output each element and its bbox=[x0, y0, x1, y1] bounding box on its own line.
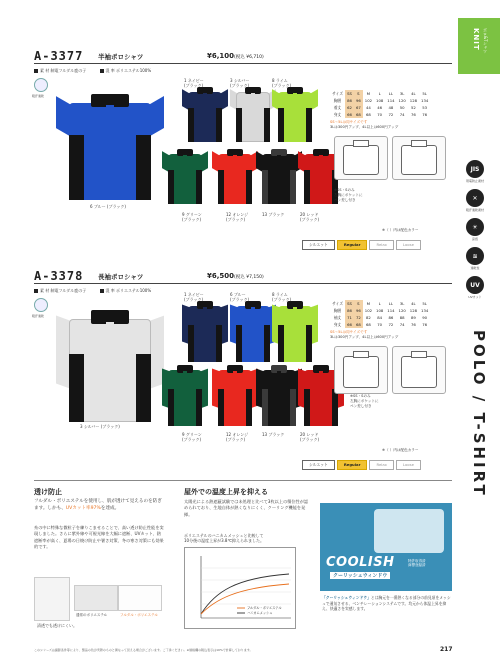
color-variant-shirt[interactable] bbox=[212, 148, 258, 204]
shirt-side-l bbox=[262, 170, 268, 204]
shirt-side-r bbox=[246, 389, 252, 426]
graph-legend-2: ハニカムメッシュ bbox=[247, 611, 273, 615]
shirt-placket bbox=[233, 155, 237, 164]
shirt-side-l bbox=[218, 170, 224, 204]
size-header-cell: 4L bbox=[411, 301, 416, 306]
spec-material: 素 材 制電フルダル鹿の子 bbox=[40, 68, 87, 73]
color-variant-shirt[interactable] bbox=[256, 364, 302, 426]
category-tab-subtitle: ポロ&Tシャツ bbox=[483, 28, 488, 54]
color-variant-shirt[interactable] bbox=[162, 148, 208, 204]
size-cell: 86 bbox=[347, 98, 352, 103]
shirt-side-l bbox=[304, 389, 310, 426]
disclaimer: このシリーズは撮影条件等により、製品の色が実際のものと異なって見える場合がございます。ご了承ください。※価格欄の税込表示は10%で計算しております。 bbox=[34, 648, 253, 652]
size-header-cell: LL bbox=[388, 91, 394, 96]
shirt-placket bbox=[203, 93, 207, 102]
size-cell: 108 bbox=[376, 98, 384, 103]
silhouette-loose-option[interactable]: Loose bbox=[396, 240, 421, 250]
size-cell: 128 bbox=[409, 308, 418, 313]
shirt-placket bbox=[106, 322, 115, 340]
swatch-normal bbox=[74, 585, 118, 611]
shirt-side-l bbox=[188, 108, 194, 142]
size-table bbox=[330, 300, 430, 328]
swatch-fulldull-label: フルダル・ポリエステル bbox=[120, 613, 158, 617]
size-header-cell: 5L bbox=[422, 301, 427, 306]
size-header-cell: 4L bbox=[411, 91, 416, 96]
feature-1-text bbox=[34, 498, 164, 512]
price-tax: (税込 ¥7,150) bbox=[234, 275, 264, 280]
shirt-side-r bbox=[136, 354, 151, 422]
shirt-side-r bbox=[196, 389, 202, 426]
color-variant-shirt[interactable] bbox=[272, 86, 318, 142]
shirt-side-r bbox=[246, 170, 252, 204]
size-header-cell: S bbox=[354, 300, 363, 307]
silhouette-relax-option[interactable]: Relax bbox=[369, 460, 393, 470]
model-number: A-3377 bbox=[34, 49, 84, 63]
size-cell: 72 bbox=[388, 112, 394, 117]
shirt-side-r bbox=[216, 108, 222, 142]
size-note-text: 3Lは300円アップ、4L以上は600円アップ bbox=[330, 125, 399, 129]
swatch-image bbox=[34, 577, 70, 621]
color-variant-shirt[interactable] bbox=[230, 86, 276, 142]
size-cell: 76 bbox=[410, 322, 416, 327]
size-cell: 114 bbox=[387, 98, 395, 103]
size-cell: 90 bbox=[422, 315, 428, 320]
shirt-placket bbox=[233, 371, 237, 381]
product-a3377 bbox=[34, 48, 452, 256]
color-variant-label: 12 オレンジ (ブラック) bbox=[226, 212, 249, 222]
shirt-placket bbox=[277, 371, 281, 381]
size-note-title: SS〜5Lは同サイズです bbox=[330, 120, 368, 124]
shirt-placket bbox=[183, 155, 187, 164]
size-note-title: SS〜5Lは同サイズです bbox=[330, 330, 368, 334]
main-color-label: 3 シルバー (ブラック) bbox=[80, 424, 120, 429]
temperature-graph-svg bbox=[185, 548, 297, 630]
bullet-square-icon bbox=[34, 69, 38, 73]
color-variant-shirt[interactable] bbox=[230, 300, 276, 362]
size-table bbox=[330, 90, 430, 118]
main-color-label: 6 ブルー (ブラック) bbox=[90, 204, 126, 209]
size-header-cell: L bbox=[378, 301, 381, 306]
graph-legend-1: フルダル・ポリエステル bbox=[247, 606, 282, 610]
feature-1-text-a: フルダル・ポリエステルを使用し、肌が透けて見える bbox=[34, 499, 144, 504]
feature-section bbox=[34, 480, 452, 640]
shirt-placket bbox=[203, 307, 207, 317]
feature-icons bbox=[462, 160, 488, 305]
feature-2-text: 太陽光による熱遮蔽試験では未処理と比べて3枚以上の積位性が認められており、生地自体が熱くなりにくく、クーリング機能を発揮。 bbox=[184, 499, 309, 517]
product-header bbox=[34, 268, 452, 284]
size-cell: 66 bbox=[347, 322, 352, 327]
size-cell: 着丈 bbox=[333, 104, 342, 110]
shirt-placket bbox=[319, 371, 323, 381]
size-header-cell: L bbox=[378, 91, 381, 96]
size-cell: 120 bbox=[398, 98, 406, 103]
silhouette-regular-option[interactable]: Regular bbox=[337, 240, 368, 250]
size-cell: 74 bbox=[399, 112, 405, 117]
shirt-side-l bbox=[262, 389, 268, 426]
feature-1-highlight: UVカット率97% bbox=[65, 506, 101, 511]
color-variant-label: 9 グリーン (ブラック) bbox=[182, 212, 202, 222]
size-cell: 96 bbox=[355, 308, 361, 313]
shirt-side-l bbox=[304, 170, 310, 204]
size-header-cell: 3L bbox=[399, 91, 405, 96]
size-cell: 89 bbox=[410, 315, 416, 320]
color-variant-label: 8 ライム (ブラック) bbox=[272, 78, 292, 88]
shirt-side-l bbox=[236, 108, 242, 142]
size-header-cell: SS bbox=[345, 90, 354, 97]
silhouette-loose-option[interactable]: Loose bbox=[396, 460, 421, 470]
shirt-side-l bbox=[236, 325, 242, 362]
tech-drawing-front bbox=[334, 136, 388, 180]
tech-drawing-back bbox=[392, 136, 446, 180]
shirt-side-r bbox=[290, 389, 296, 426]
pocket-note: ※SS・Sのみ 左胸にポケットに ペン差し付き bbox=[350, 394, 379, 408]
shirt-placket bbox=[293, 307, 297, 317]
shirt-side-l bbox=[168, 389, 174, 426]
size-cell: 52 bbox=[410, 105, 416, 110]
bullet-square-icon bbox=[100, 289, 104, 293]
coolish-registered: 特許取得済 商標登録済 bbox=[408, 559, 426, 567]
fabric-label: 吸汗速乾 bbox=[32, 314, 45, 318]
size-cell: 70 bbox=[377, 112, 383, 117]
feature-1-text-2: 糸の中に特殊な微粒子を練りこませることで、高い透け防止性能を実現しました。さらに紫外線や可視光線を大幅に遮断、UVカット、熱遮断率が高く、夏場の日焼け防止や暑さ対策、冬の寒さ対策にも効果的です。 bbox=[34, 525, 164, 550]
color-variant-label: 6 ブルー (ブラック) bbox=[230, 292, 250, 302]
size-cell: 62 bbox=[347, 105, 352, 110]
size-cell: 82 bbox=[365, 315, 371, 320]
temperature-graph bbox=[184, 547, 296, 629]
size-header-cell: SS bbox=[345, 300, 354, 307]
size-cell: 96 bbox=[355, 98, 361, 103]
size-cell: 67 bbox=[355, 105, 361, 110]
size-header-cell: 5L bbox=[422, 91, 427, 96]
color-variant-label: 3 シルバー (ブラック) bbox=[230, 78, 250, 88]
spec-line bbox=[34, 68, 163, 74]
size-cell: 身丈 bbox=[333, 111, 342, 117]
color-variant-label: 12 オレンジ (ブラック) bbox=[226, 432, 249, 442]
coolish-closeup-image bbox=[374, 509, 444, 553]
size-cell: 袖丈 bbox=[333, 314, 342, 320]
spec-composition: 混 率 ポリエステル100% bbox=[105, 68, 152, 73]
silhouette-label: シルエット bbox=[302, 460, 335, 470]
color-variant-label: 1 ネイビー (ブラック) bbox=[184, 292, 204, 302]
uv-block-icon: ✕ bbox=[466, 189, 484, 207]
coolish-caption-highlight: 「クーリッシュウィンドウ」 bbox=[322, 595, 371, 600]
size-cell: 86 bbox=[347, 308, 352, 313]
tech-drawing-front bbox=[334, 346, 388, 394]
size-cell: 70 bbox=[377, 322, 383, 327]
size-cell: 71 bbox=[347, 315, 352, 320]
feature-1-title: 透け防止 bbox=[34, 488, 62, 496]
main-shirt-image[interactable] bbox=[56, 92, 164, 200]
graph-title: ポリエステルのハニカムメッシュと比較して 10分後の温度上昇が3.8℃抑えられました。 bbox=[184, 533, 264, 543]
size-header-cell: サイズ bbox=[332, 90, 344, 96]
silhouette-selector bbox=[302, 460, 421, 470]
color-variant-shirt[interactable] bbox=[162, 364, 208, 426]
side-icon-label: 帯電防止素材 bbox=[465, 179, 484, 183]
tech-drawing-back bbox=[392, 346, 446, 394]
fabric-badge-icon bbox=[34, 78, 48, 92]
shirt-side-l bbox=[69, 135, 84, 200]
color-variant-shirt[interactable] bbox=[256, 148, 302, 204]
product-name: 半袖ポロシャツ bbox=[98, 53, 144, 61]
swatch-normal-label: 通常のポリエステル bbox=[76, 613, 108, 617]
size-cell: 76 bbox=[422, 322, 428, 327]
shirt-placket bbox=[251, 93, 255, 102]
coolish-banner bbox=[320, 503, 452, 591]
size-cell: 50 bbox=[399, 105, 405, 110]
page-number: 217 bbox=[440, 646, 453, 653]
fabric-badge-icon bbox=[34, 298, 48, 312]
size-cell: 68 bbox=[365, 322, 371, 327]
shirt-side-l bbox=[188, 325, 194, 362]
color-variant-shirt[interactable] bbox=[182, 86, 228, 142]
shirt-side-r bbox=[136, 135, 151, 200]
size-cell: 72 bbox=[355, 315, 361, 320]
silhouette-relax-option[interactable]: Relax bbox=[369, 240, 393, 250]
category-tab-title: KNIT bbox=[472, 28, 480, 51]
category-tab[interactable] bbox=[458, 18, 500, 74]
product-a3378 bbox=[34, 268, 452, 474]
color-variant-shirt[interactable] bbox=[212, 364, 258, 426]
shirt-side-l bbox=[168, 170, 174, 204]
size-cell: 76 bbox=[422, 112, 428, 117]
size-cell: 胸囲 bbox=[333, 307, 342, 313]
silhouette-selector bbox=[302, 240, 421, 250]
size-cell: 128 bbox=[409, 98, 418, 103]
size-cell: 68 bbox=[355, 322, 361, 327]
shirt-side-r bbox=[332, 389, 338, 426]
coolish-sub: クーリッシュウィンドウ bbox=[330, 572, 390, 579]
category-vertical-title: POLO / T-SHIRT bbox=[470, 330, 488, 498]
size-cell: 120 bbox=[398, 308, 406, 313]
coolish-logo: COOLISH bbox=[326, 555, 395, 570]
uv-cut-icon: UV bbox=[466, 276, 484, 294]
size-cell: 身丈 bbox=[333, 321, 342, 327]
size-header-cell: LL bbox=[388, 301, 394, 306]
color-variant-label: 20 レッド (ブラック) bbox=[300, 212, 320, 222]
color-variant-label: 13 ブラック bbox=[262, 212, 285, 217]
pocket-note: ※SS・Sのみ 左胸にポケットに ペン差し付き bbox=[334, 188, 363, 202]
coolish-caption-text: とは胸元を一番熱くなる部分の前見頃をメッシュで通気させる、ベンチレーションシステムです。均元から体温上昇を抑え、快適さを実感します。 bbox=[322, 595, 451, 611]
shirt-side-r bbox=[216, 325, 222, 362]
size-cell: 114 bbox=[387, 308, 395, 313]
swatch-caption: 清透でも透けにくい。 bbox=[37, 623, 77, 628]
price bbox=[207, 52, 264, 60]
color-note: ※（ ）内は配色カラー bbox=[382, 228, 419, 232]
color-variant-shirt[interactable] bbox=[182, 300, 228, 362]
price-value: ¥6,500 bbox=[207, 272, 235, 280]
size-cell: 84 bbox=[377, 315, 383, 320]
bullet-square-icon bbox=[34, 289, 38, 293]
side-icon-label: 涼感 bbox=[471, 237, 478, 241]
color-note: ※（ ）内は配色カラー bbox=[382, 448, 419, 452]
main-shirt-image[interactable] bbox=[56, 308, 164, 422]
size-cell: 66 bbox=[347, 112, 352, 117]
color-variant-label: 9 グリーン (ブラック) bbox=[182, 432, 202, 442]
price-value: ¥6,100 bbox=[207, 52, 235, 60]
color-variant-label: 8 ライム (ブラック) bbox=[272, 292, 292, 302]
color-variant-label: 20 レッド (ブラック) bbox=[300, 432, 320, 442]
size-cell: 102 bbox=[364, 308, 373, 313]
shirt-placket bbox=[277, 155, 281, 164]
feature-1-text-c: を達成。 bbox=[100, 506, 120, 511]
size-cell: 44 bbox=[365, 105, 371, 110]
color-variant-label: 13 ブラック bbox=[262, 432, 285, 437]
shirt-side-r bbox=[306, 325, 312, 362]
size-cell: 68 bbox=[355, 112, 361, 117]
fast-dry-icon: ≋ bbox=[466, 247, 484, 265]
shirt-placket bbox=[293, 93, 297, 102]
shirt-side-l bbox=[69, 354, 84, 422]
size-header-cell: M bbox=[366, 91, 371, 96]
silhouette-label: シルエット bbox=[302, 240, 335, 250]
size-cell: 134 bbox=[421, 308, 429, 313]
swatch-fulldull bbox=[118, 585, 162, 611]
color-variant-shirt[interactable] bbox=[272, 300, 318, 362]
size-cell: 74 bbox=[399, 322, 405, 327]
size-cell: 胸囲 bbox=[333, 97, 342, 103]
shirt-side-r bbox=[196, 170, 202, 204]
shirt-placket bbox=[106, 105, 115, 122]
shirt-placket bbox=[183, 371, 187, 381]
side-icon-label: UVカット bbox=[468, 295, 482, 299]
size-cell: 88 bbox=[399, 315, 405, 320]
bullet-square-icon bbox=[100, 69, 104, 73]
size-note-text: 3Lは300円アップ、4L以上は600円アップ bbox=[330, 335, 399, 339]
size-cell: 72 bbox=[388, 322, 394, 327]
size-header-cell: 3L bbox=[399, 301, 405, 306]
shirt-side-l bbox=[278, 325, 284, 362]
fabric-label: 吸汗速乾 bbox=[32, 94, 45, 98]
side-icon-label: 吸汗速乾素材 bbox=[465, 208, 484, 212]
size-cell: 108 bbox=[376, 308, 384, 313]
shirt-side-l bbox=[278, 108, 284, 142]
spec-composition: 混 率 ポリエステル100% bbox=[105, 288, 152, 293]
shirt-placket bbox=[319, 155, 323, 164]
silhouette-regular-option[interactable]: Regular bbox=[337, 460, 368, 470]
size-cell: 48 bbox=[388, 105, 394, 110]
size-cell: 68 bbox=[365, 112, 371, 117]
model-number: A-3378 bbox=[34, 269, 84, 283]
feature-2-title: 屋外での温度上昇を抑える bbox=[184, 488, 268, 496]
shirt-side-r bbox=[306, 108, 312, 142]
size-cell: 86 bbox=[388, 315, 394, 320]
feature-1-text-b: のを防ぎます。しかも、 bbox=[34, 499, 162, 511]
shirt-side-r bbox=[264, 108, 270, 142]
jis-icon: JIS bbox=[466, 160, 484, 178]
size-cell: 46 bbox=[377, 105, 383, 110]
size-header-cell: サイズ bbox=[332, 300, 344, 306]
size-header-cell: M bbox=[366, 301, 371, 306]
shirt-side-l bbox=[218, 389, 224, 426]
coolish-caption bbox=[322, 595, 452, 612]
size-cell: 102 bbox=[364, 98, 373, 103]
size-cell: 76 bbox=[410, 112, 416, 117]
spec-line bbox=[34, 288, 163, 294]
product-header bbox=[34, 48, 452, 64]
side-icon-label: 速乾性 bbox=[470, 266, 480, 270]
size-cell: 53 bbox=[422, 105, 428, 110]
shirt-side-r bbox=[290, 170, 296, 204]
price bbox=[207, 272, 264, 280]
color-variant-label: 1 ネイビー (ブラック) bbox=[184, 78, 204, 88]
shirt-side-r bbox=[264, 325, 270, 362]
size-cell: 134 bbox=[421, 98, 429, 103]
shirt-placket bbox=[251, 307, 255, 317]
price-tax: (税込 ¥6,710) bbox=[234, 55, 264, 60]
size-header-cell: S bbox=[354, 90, 363, 97]
cool-icon: ☀ bbox=[466, 218, 484, 236]
size-note bbox=[330, 330, 398, 340]
spec-material: 素 材 制電フルダル鹿の子 bbox=[40, 288, 87, 293]
product-name: 長袖ポロシャツ bbox=[98, 273, 144, 281]
size-note bbox=[330, 120, 398, 130]
